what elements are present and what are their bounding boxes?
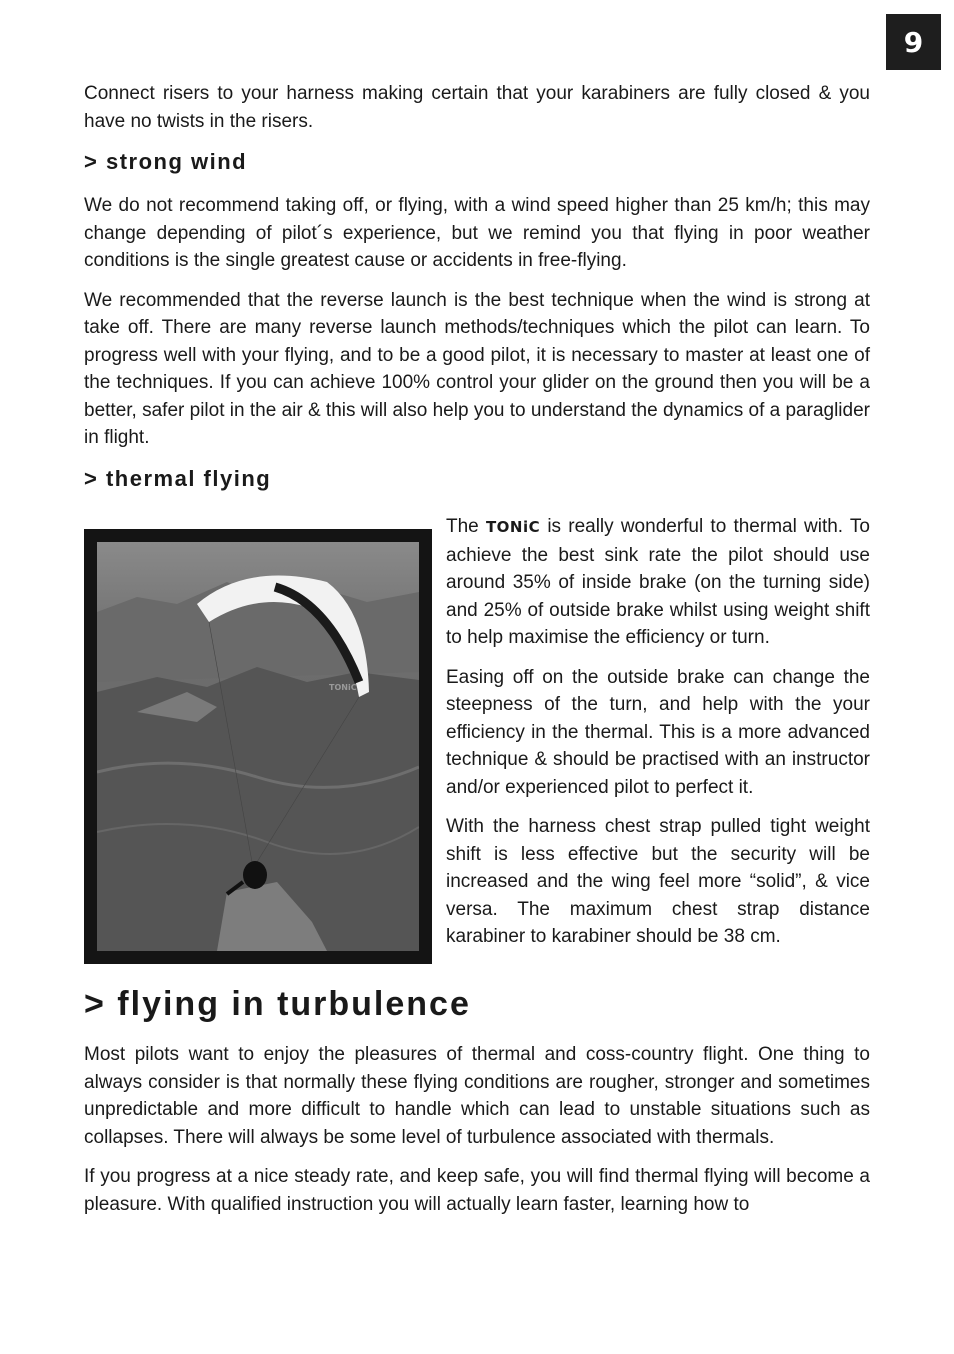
turbulence-paragraph-1: Most pilots want to enjoy the pleasures of thermal and coss-country flight. One thing to always consider is that normally these flying conditions are rougher, stronger and sometimes unpredictable and more difficult to handle which can lead to unstable situations such as collapses. There will always be some level of turbulence associated with thermals. — [84, 1044, 870, 1148]
strong-wind-section — [84, 148, 870, 452]
wing-label: TONiC — [329, 683, 357, 692]
page-number: 9 — [886, 14, 941, 70]
turbulence-paragraph-2: If you progress at a nice steady rate, and keep safe, you will find thermal flying will become a pleasure. With qualified instruction you will actually learn faster, learning how to — [84, 1166, 870, 1215]
turbulence-section — [84, 983, 870, 1218]
brand-name: TONiC — [485, 518, 541, 536]
intro-section — [84, 80, 870, 135]
thermal-paragraph-1 — [446, 513, 870, 652]
thermal-text-column — [446, 513, 870, 951]
thermal-paragraph-3: With the harness chest strap pulled tight weight shift is less effective but the security will be increased and the wing feel more “solid”, & vice versa. The maximum chest strap distance karabiner to karabiner should be 38 cm. — [446, 816, 870, 947]
thermal-paragraph-2: Easing off on the outside brake can change the steepness of the turn, and help with the your efficiency in the thermal. This is a more advanced technique & should be practised with an instructor and/or experienced pilot to perfect it. — [446, 666, 870, 798]
paraglider-photo — [84, 529, 432, 964]
strong-wind-paragraph-2: We recommended that the reverse launch is the best technique when the wind is strong at take off. There are many reverse launch methods/techniques which the pilot can learn. To progress well with your flying, and to be a good pilot, it is necessary to master at least one of the techniques. If you can achieve 100% control your glider on the ground then you will be a better, safer pilot in the air & this will also help you to understand the dynamics of a paraglider in flight. — [84, 289, 870, 448]
thermal-flying-heading: > thermal flying — [84, 466, 272, 491]
paraglider-image — [97, 542, 419, 951]
thermal-heading-wrap — [84, 465, 870, 493]
turbulence-heading: > flying in turbulence — [84, 985, 471, 1023]
thermal-p1-rest: is really wonderful to thermal with. To achieve the best sink rate the pilot should use around 35% of inside brake (on the turning side) and 25% of outside brake whilst using weight shift to help maximise the efficiency or turn. — [446, 516, 870, 648]
strong-wind-heading: > strong wind — [84, 149, 248, 174]
intro-paragraph: Connect risers to your harness making certain that your karabiners are fully closed & you have no twists in the risers. — [84, 83, 870, 132]
thermal-p1-start: The — [446, 516, 486, 537]
strong-wind-paragraph-1: We do not recommend taking off, or flying, with a wind speed higher than 25 km/h; this may change depending of pilot´s experience, but we remind you that flying in poor weather conditions is the single greatest cause or accidents in free-flying. — [84, 195, 870, 271]
